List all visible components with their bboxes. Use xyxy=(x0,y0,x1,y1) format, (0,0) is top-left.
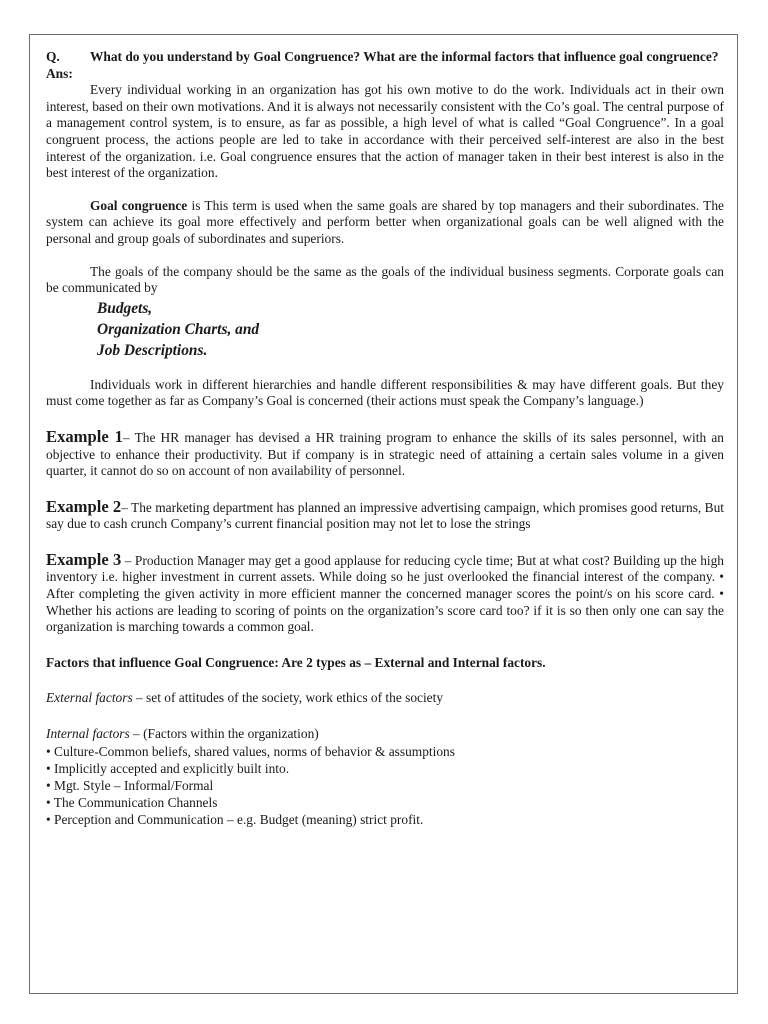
example-heading: Example 1 xyxy=(46,426,123,446)
internal-factors-text: – (Factors within the organization) xyxy=(129,726,319,742)
example-text: – The HR manager has devised a HR training program to enhance the skills of its sales personnel, with an objective to enhance their productivity. But if company is in strategic need of attaining a certain sales volume in a given quarter, it cannot do so on account of non availability of personnel. xyxy=(46,429,724,479)
internal-factors xyxy=(46,726,724,743)
external-factors xyxy=(46,690,724,707)
question-label: Q. xyxy=(46,49,60,64)
communication-item: Budgets, xyxy=(97,299,153,317)
communication-list xyxy=(97,298,724,361)
communication-item: Job Descriptions. xyxy=(97,341,208,359)
external-factors-label: External factors xyxy=(46,690,133,706)
definition-text: is This term is used when the same goals are shared by top managers and their subordinates. The system can achieve its goal more effectively and perform better when organizational goals can be well aligned with the personal and group goals of subordinates and superiors. xyxy=(46,197,724,246)
example-heading: Example 2 xyxy=(46,496,122,516)
paragraph-intro: Every individual working in an organization has got his own motive to do the work. Individuals act in their own interest, based on their own motivations. And it is always not necessarily consistent with the Co’s goal. The central purpose of a management control system, is to ensure, as far as possible, a high level of what is called “Goal Congruence”. In a goal congruent process, the actions people are led to take in accordance with their perceived self-interest are also in the best interest of the organization. i.e. Goal congruence ensures that the action of manager taken in their best interest is also in the best interest of the organization. xyxy=(46,82,724,181)
factors-heading-text: Factors that influence Goal Congruence: Are 2 types as – External and Internal factors. xyxy=(46,654,546,670)
example-heading: Example 3 xyxy=(46,549,122,569)
list-item: • Implicitly accepted and explicitly built into. xyxy=(46,760,290,776)
internal-factors-list xyxy=(46,743,724,828)
factors-heading xyxy=(46,655,724,672)
example-text: – Production Manager may get a good applause for reducing cycle time; But at what cost? Building up the high inventory i.e. higher investment in current assets. While doing so he just overlooked the financial interest of the company. • After completing the given activity in more efficient manner the concerned manager scores the point/s on his score card. • Whether his actions are leading to scoring of points on the organization’s score card too? if it is so then only one can say the organization is marching towards a common goal. xyxy=(46,552,724,635)
document-page xyxy=(29,34,738,994)
list-item: • Culture-Common beliefs, shared values, norms of behavior & assumptions xyxy=(46,743,455,759)
example-text: – The marketing department has planned an impressive advertising campaign, which promises good returns, But say due to cash crunch Company’s current financial position may not let to lose the strings xyxy=(46,499,725,532)
example-1 xyxy=(46,426,724,480)
list-item: • Perception and Communication – e.g. Budget (meaning) strict profit. xyxy=(46,811,424,827)
example-3 xyxy=(46,549,724,636)
paragraph-corporate-goals: The goals of the company should be the same as the goals of the individual business segments. Corporate goals can be communicated by xyxy=(46,263,724,296)
definition-term: Goal congruence xyxy=(90,197,188,213)
answer-label: Ans: xyxy=(46,65,73,81)
question xyxy=(46,49,724,66)
example-2 xyxy=(46,496,725,533)
list-item: • Mgt. Style – Informal/Formal xyxy=(46,777,214,793)
communication-item: Organization Charts, and xyxy=(97,320,260,338)
document-body xyxy=(46,49,724,828)
list-item: • The Communication Channels xyxy=(46,794,218,810)
internal-factors-label: Internal factors xyxy=(46,726,130,742)
question-text: What do you understand by Goal Congruence? What are the informal factors that influence goal congruence? xyxy=(90,49,719,64)
paragraph-hierarchies: Individuals work in different hierarchies and handle different responsibilities & may have different goals. But they must come together as far as Company’s Goal is concerned (their actions must speak the Company’s language.) xyxy=(46,376,724,409)
paragraph-definition xyxy=(46,198,724,248)
external-factors-text: – set of attitudes of the society, work ethics of the society xyxy=(132,690,444,706)
